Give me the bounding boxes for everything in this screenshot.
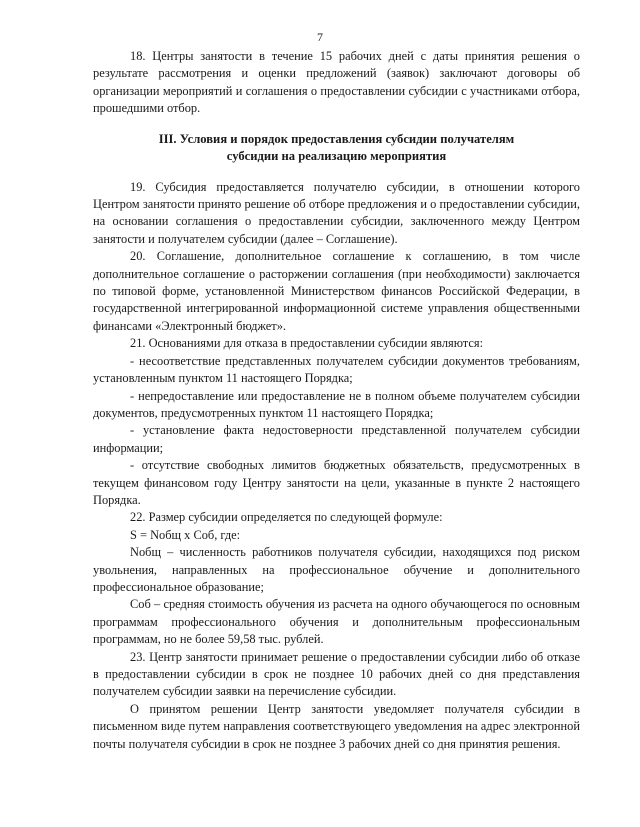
page-number: 7 — [317, 30, 323, 44]
document-body — [93, 48, 580, 753]
formula-c-definition: Соб – средняя стоимость обучения из расчета на одного обучающегося по основным программам профессионального обучения и дополнительным профессиональным программам, но не более 59,58 тыс. рублей. — [93, 597, 580, 647]
refusal-item-2: - непредоставление или предоставление не в полном объеме получателем субсидии документов, предусмотренных пунктом 11 настоящего Порядка; — [93, 388, 580, 420]
section-heading — [93, 131, 580, 165]
paragraph-22: 22. Размер субсидии определяется по следующей формуле: — [130, 510, 443, 525]
paragraph-23: 23. Центр занятости принимает решение о предоставлении субсидии либо об отказе в предоставлении субсидии в срок не позднее 10 рабочих дней со дня представления получателем субсидии заявки на перечисление субсидии. — [93, 649, 580, 699]
paragraph-21: 21. Основаниями для отказа в предоставлении субсидии являются: — [130, 336, 484, 351]
refusal-item-1: - несоответствие представленных получателем субсидии документов требованиям, установленным пунктом 11 настоящего Порядка; — [93, 353, 580, 386]
refusal-item-4: - отсутствие свободных лимитов бюджетных обязательств, предусмотренных в текущем финансовом году Центру занятости на цели, указанные в пункте 2 настоящего Порядка. — [93, 458, 580, 507]
formula-n-definition: Nобщ – численность работников получателя субсидии, находящихся под риском увольнения, направленных на профессиональное обучение и дополнительного профессиональное образование; — [93, 545, 580, 594]
paragraph-23-notice: О принятом решении Центр занятости уведомляет получателя субсидии в письменном виде путем направления соответствующего уведомления на адрес электронной почты получателя субсидии в срок не позднее 3 рабочих дней со дня принятия решения. — [93, 701, 580, 751]
refusal-item-3: - установление факта недостоверности представленной получателем субсидии информации; — [93, 423, 580, 455]
section-heading-line1: III. Условия и порядок предоставления субсидии получателям — [158, 131, 515, 146]
paragraph-20: 20. Соглашение, дополнительное соглашение к соглашению, в том числе дополнительное соглашение о расторжении соглашения (при необходимости) заключается по типовой форме, установленной Министерством финансов Российской Федерации, в государственной интегрированной информационной системе управления общественными финансами «Электронный бюджет». — [93, 249, 580, 333]
subsidy-formula: S = Nобщ x Соб, где: — [130, 527, 241, 542]
section-heading-line2: субсидии на реализацию мероприятия — [226, 148, 447, 163]
paragraph-19: 19. Субсидия предоставляется получателю субсидии, в отношении которого Центром занятости принято решение об отборе предложения и о предоставлении субсидии, на основании соглашения о предоставлении субсидии, заключенного между Центром занятости и получателем субсидии (далее – Соглашение). — [93, 179, 580, 246]
paragraph-18: 18. Центры занятости в течение 15 рабочих дней с даты принятия решения о результате рассмотрения и оценки предложений (заявок) заключают договоры об организации мероприятий и соглашения о предоставлении субсидии с участниками отбора, прошедшими отбор. — [93, 49, 580, 116]
